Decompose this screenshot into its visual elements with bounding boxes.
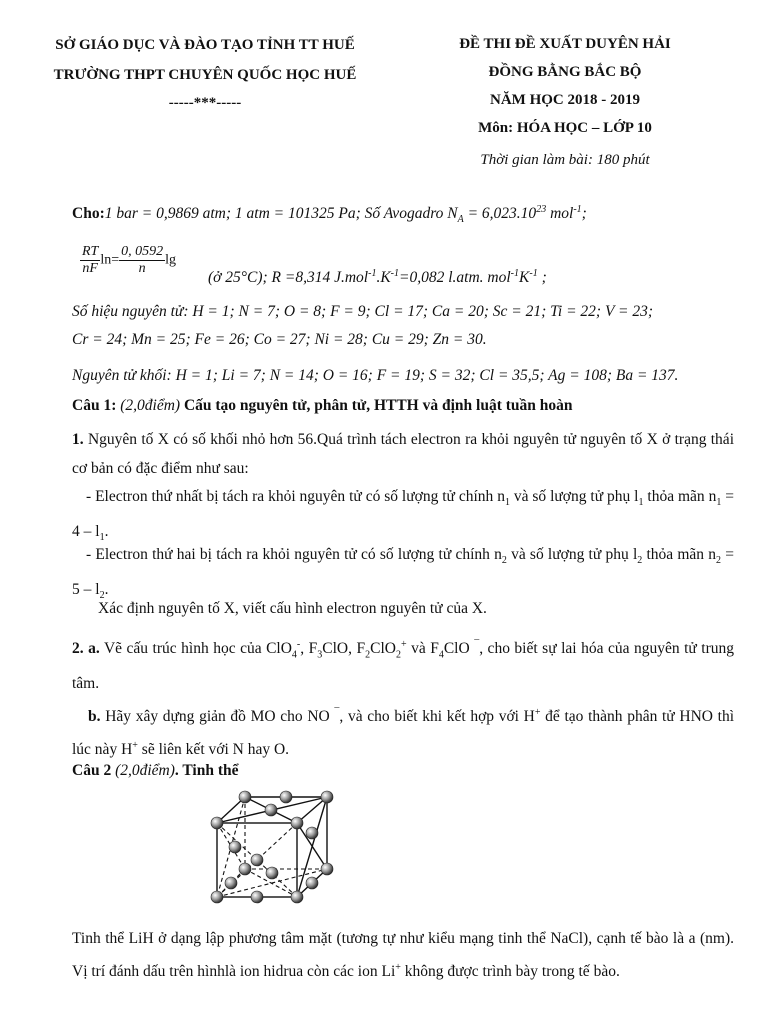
question-2-points: (2,0điểm) — [115, 762, 175, 779]
question-1-heading — [72, 397, 732, 415]
exam-title-2: ĐỒNG BẰNG BẮC BỘ — [488, 64, 642, 80]
question-2-title: . Tinh thể — [174, 762, 239, 779]
header-divider: -----***----- — [168, 95, 242, 111]
fraction-rt-nf: $\frac{RT}{nF}$ — [82, 244, 99, 276]
question-1-part-1: 1. Nguyên tố X có số khối nhỏ hơn 56.Quá trình tách electron ra khỏi nguyên tử nguyên tố X ở trạng thái cơ bản có đặc điểm như sau: — [72, 431, 734, 477]
question-1-task: Xác định nguyên tố X, viết cấu hình electron nguyên tử của X. — [98, 600, 487, 617]
school-name: TRƯỜNG THPT CHUYÊN QUỐC HỌC HUẾ — [53, 67, 357, 83]
lih-unit-cell-figure — [205, 785, 345, 905]
cho-label: Cho: — [72, 205, 105, 223]
atomic-numbers-1: Số hiệu nguyên tử: H = 1; N = 7; O = 8; F = 9; Cl = 17; Ca = 20; Sc = 21; Ti = 22; V = 23; — [72, 303, 654, 320]
question-1-points: (2,0điểm) — [120, 397, 181, 414]
gas-constant-line: (ở 25°C); R =8,314 $J.mol^{-1}.K^{-1}=0,082$ l.atm. $mol^{-1}K^{-1}$ ; — [208, 268, 547, 287]
atomic-masses: Nguyên tử khối: H = 1; Li = 7; N = 14; O = 16; F = 19; S = 32; Cl = 35,5; Ag = 108; Ba = 137. — [72, 367, 679, 384]
question-1-bullet-1: - Electron thứ nhất bị tách ra khỏi nguyên tử có số lượng tử chính $n_1$ và số lượng tử phụ $l_1$ thỏa mãn $n_1 = 4 - l_1$. — [72, 488, 734, 544]
time-limit: Thời gian làm bài: 180 phút — [480, 152, 650, 168]
fraction-0592-n: $\frac{0, 0592}{n}$ — [121, 244, 164, 276]
question-1-part-2a: 2. a. Vẽ cấu trúc hình học của ClO$_4$-, $F_3ClO$, $F_2ClO_2^+$ và $F_4ClO$ ¯, cho biết sự lai hóa của nguyên tử trung tâm. — [72, 639, 735, 693]
constants-line-1 — [72, 204, 732, 225]
lg-symbol: lg — [165, 252, 177, 268]
question-1-part-2b: b. Hãy xây dựng giản đồ MO cho NO ¯, và cho biết khi kết hợp với H+ để tạo thành phân tử HNO thì lúc này H+ sẽ liên kết với N hay O. — [72, 707, 735, 759]
question-1-bullet-2: - Electron thứ hai bị tách ra khỏi nguyên tử có số lượng tử chính $n_2$ và số lượng tử phụ $l_2$ thỏa mãn $n_2 = 5 - l_2$. — [72, 546, 734, 602]
exam-title-1: ĐỀ THI ĐỀ XUẤT DUYÊN HẢI — [459, 36, 671, 52]
header-right — [400, 30, 730, 178]
question-2-heading — [72, 762, 732, 780]
question-1-label: Câu 1: — [72, 397, 117, 414]
department-name: SỞ GIÁO DỤC VÀ ĐÀO TẠO TỈNH TT HUẾ — [55, 37, 355, 53]
question-2-text: Tinh thể LiH ở dạng lập phương tâm mặt (tương tự như kiểu mạng tinh thể NaCl), cạnh tế bào là a (nm). Vị trí đánh dấu trên hìnhlà ion hidrua còn các ion Li+ không được trình bày trong tế bào. — [72, 930, 734, 981]
school-year: NĂM HỌC 2018 - 2019 — [490, 92, 640, 108]
question-2-label: Câu 2 — [72, 762, 112, 779]
header-left — [40, 30, 370, 116]
subject: Môn: HÓA HỌC – LỚP 10 — [478, 120, 652, 136]
cho-text: 1 bar = 0,9869 atm; 1 atm = 101325 Pa; Số Avogadro $N_A = 6,023.10^{23}$ mol$^{-1}$; — [104, 204, 587, 226]
question-1-title: Cấu tạo nguyên tử, phân tử, HTTH và định luật tuần hoàn — [183, 397, 573, 414]
ln-symbol: ln= — [100, 252, 120, 268]
atomic-numbers-2: Cr = 24; Mn = 25; Fe = 26; Co = 27; Ni = 28; Cu = 29; Zn = 30. — [72, 331, 487, 348]
